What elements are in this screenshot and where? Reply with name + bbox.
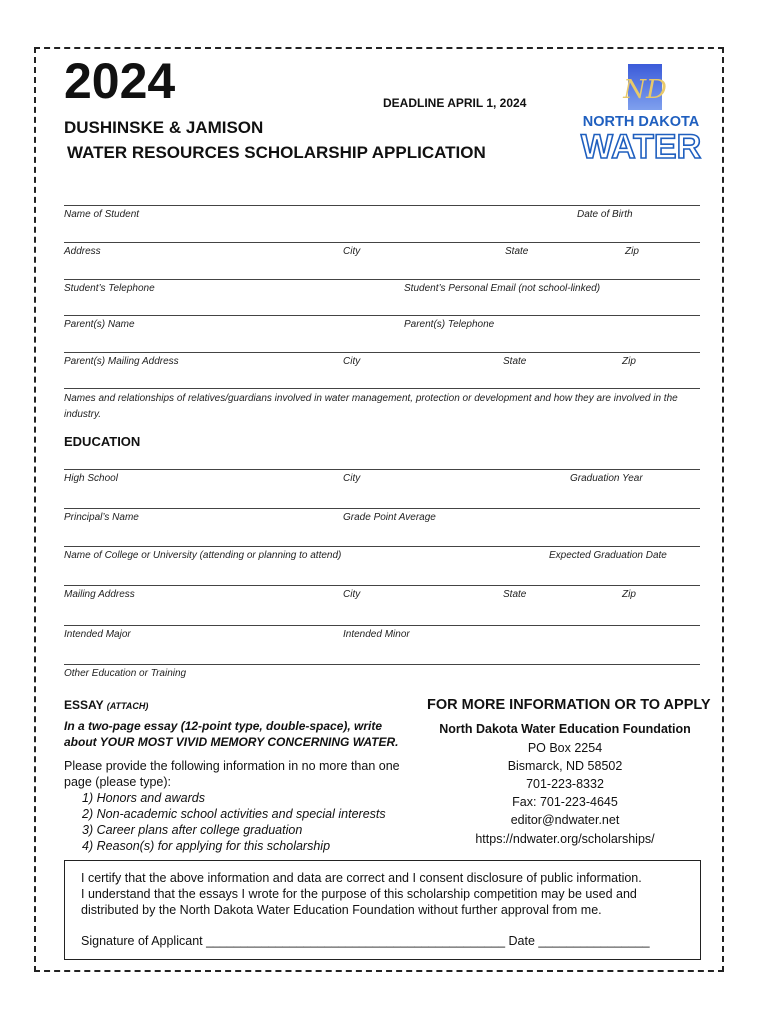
deadline-text: DEADLINE APRIL 1, 2024 xyxy=(383,96,527,110)
high-school-line[interactable] xyxy=(64,469,700,470)
graduation-year-label: Graduation Year xyxy=(570,473,643,484)
zip-label: Zip xyxy=(625,246,639,257)
principal-name-label: Principal’s Name xyxy=(64,512,139,523)
logo-text-north-dakota: NORTH DAKOTA xyxy=(582,114,700,130)
parent-mailing-address-label: Parent(s) Mailing Address xyxy=(64,356,179,367)
essay-instruction: In a two-page essay (12-point type, double-space), write about YOUR MOST VIVID MEMORY CONCERNING WATER. xyxy=(64,719,399,749)
student-email-label: Student’s Personal Email (not school-linked) xyxy=(404,283,601,294)
college-label: Name of College or University (attending or planning to attend) xyxy=(64,550,342,561)
more-info-heading: FOR MORE INFORMATION OR TO APPLY xyxy=(427,697,711,713)
parent-name-label: Parent(s) Name xyxy=(64,319,135,330)
student-telephone-label: Student’s Telephone xyxy=(64,283,155,294)
parent-address-line[interactable] xyxy=(64,352,700,353)
website-link[interactable]: https://ndwater.org/scholarships/ xyxy=(475,832,655,846)
city-label: City xyxy=(343,246,361,257)
essay-attach-note: (ATTACH) xyxy=(106,701,149,711)
state-label: State xyxy=(505,246,529,257)
major-line[interactable] xyxy=(64,625,700,626)
parent-zip-label: Zip xyxy=(622,356,636,367)
address-line[interactable] xyxy=(64,242,700,243)
parent-line[interactable] xyxy=(64,315,700,316)
mailing-address-line[interactable] xyxy=(64,585,700,586)
education-heading: EDUCATION xyxy=(64,434,141,449)
name-of-student-label: Name of Student xyxy=(64,209,140,220)
relatives-note-label: Names and relationships of relatives/guardians involved in water management, protection or development and how they are involved in the industry. xyxy=(64,393,678,420)
city-state-zip: Bismarck, ND 58502 xyxy=(507,759,623,773)
essay-intro: Please provide the following information in no more than one page (please type): xyxy=(64,759,400,789)
logo-monogram: ND xyxy=(623,75,667,105)
logo-text-water: WATER xyxy=(580,128,702,162)
email-link[interactable]: editor@ndwater.net xyxy=(510,813,620,827)
other-education-label: Other Education or Training xyxy=(64,668,187,679)
parent-city-label: City xyxy=(343,356,361,367)
telephone-email-line[interactable] xyxy=(64,279,700,280)
other-education-line[interactable] xyxy=(64,664,700,665)
po-box: PO Box 2254 xyxy=(527,741,603,755)
address-label: Address xyxy=(64,246,101,257)
form-title-line2: WATER RESOURCES SCHOLARSHIP APPLICATION xyxy=(67,143,486,162)
certification-line2: I understand that the essays I wrote for the purpose of this scholarship competition may be used and xyxy=(81,887,637,901)
fax-number: Fax: 701-223-4645 xyxy=(512,795,618,809)
mailing-address-label: Mailing Address xyxy=(64,589,135,600)
certification-line1: I certify that the above information and data are correct and I consent disclosure of public information. xyxy=(81,871,642,885)
signature-date-field[interactable]: Signature of Applicant ___________________________________________ Date ________________ xyxy=(81,934,650,948)
essay-heading xyxy=(64,698,148,712)
intended-minor-label: Intended Minor xyxy=(343,629,410,640)
student-name-line[interactable] xyxy=(64,205,700,206)
high-school-city-label: City xyxy=(343,473,361,484)
principal-line[interactable] xyxy=(64,508,700,509)
relatives-line[interactable] xyxy=(64,388,700,389)
high-school-label: High School xyxy=(64,473,118,484)
mailing-state-label: State xyxy=(503,589,527,600)
phone-number: 701-223-8332 xyxy=(526,777,604,791)
gpa-label: Grade Point Average xyxy=(343,512,436,523)
essay-heading-text: ESSAY xyxy=(64,698,104,712)
college-line[interactable] xyxy=(64,546,700,547)
essay-item: 3) Career plans after college graduation xyxy=(82,823,303,837)
expected-graduation-label: Expected Graduation Date xyxy=(549,550,667,561)
date-of-birth-label: Date of Birth xyxy=(577,209,633,220)
parent-telephone-label: Parent(s) Telephone xyxy=(404,319,495,330)
mailing-zip-label: Zip xyxy=(622,589,636,600)
mailing-city-label: City xyxy=(343,589,361,600)
intended-major-label: Intended Major xyxy=(64,629,131,640)
north-dakota-water-logo xyxy=(576,62,706,162)
essay-item: 2) Non-academic school activities and special interests xyxy=(82,807,386,821)
certification-line3: distributed by the North Dakota Water Education Foundation without further approval from me. xyxy=(81,903,602,917)
essay-item: 4) Reason(s) for applying for this scholarship xyxy=(82,839,331,853)
parent-state-label: State xyxy=(503,356,527,367)
form-title-line1: DUSHINSKE & JAMISON xyxy=(64,118,264,137)
essay-item: 1) Honors and awards xyxy=(82,791,205,805)
form-year: 2024 xyxy=(64,53,176,109)
foundation-name: North Dakota Water Education Foundation xyxy=(439,722,691,736)
